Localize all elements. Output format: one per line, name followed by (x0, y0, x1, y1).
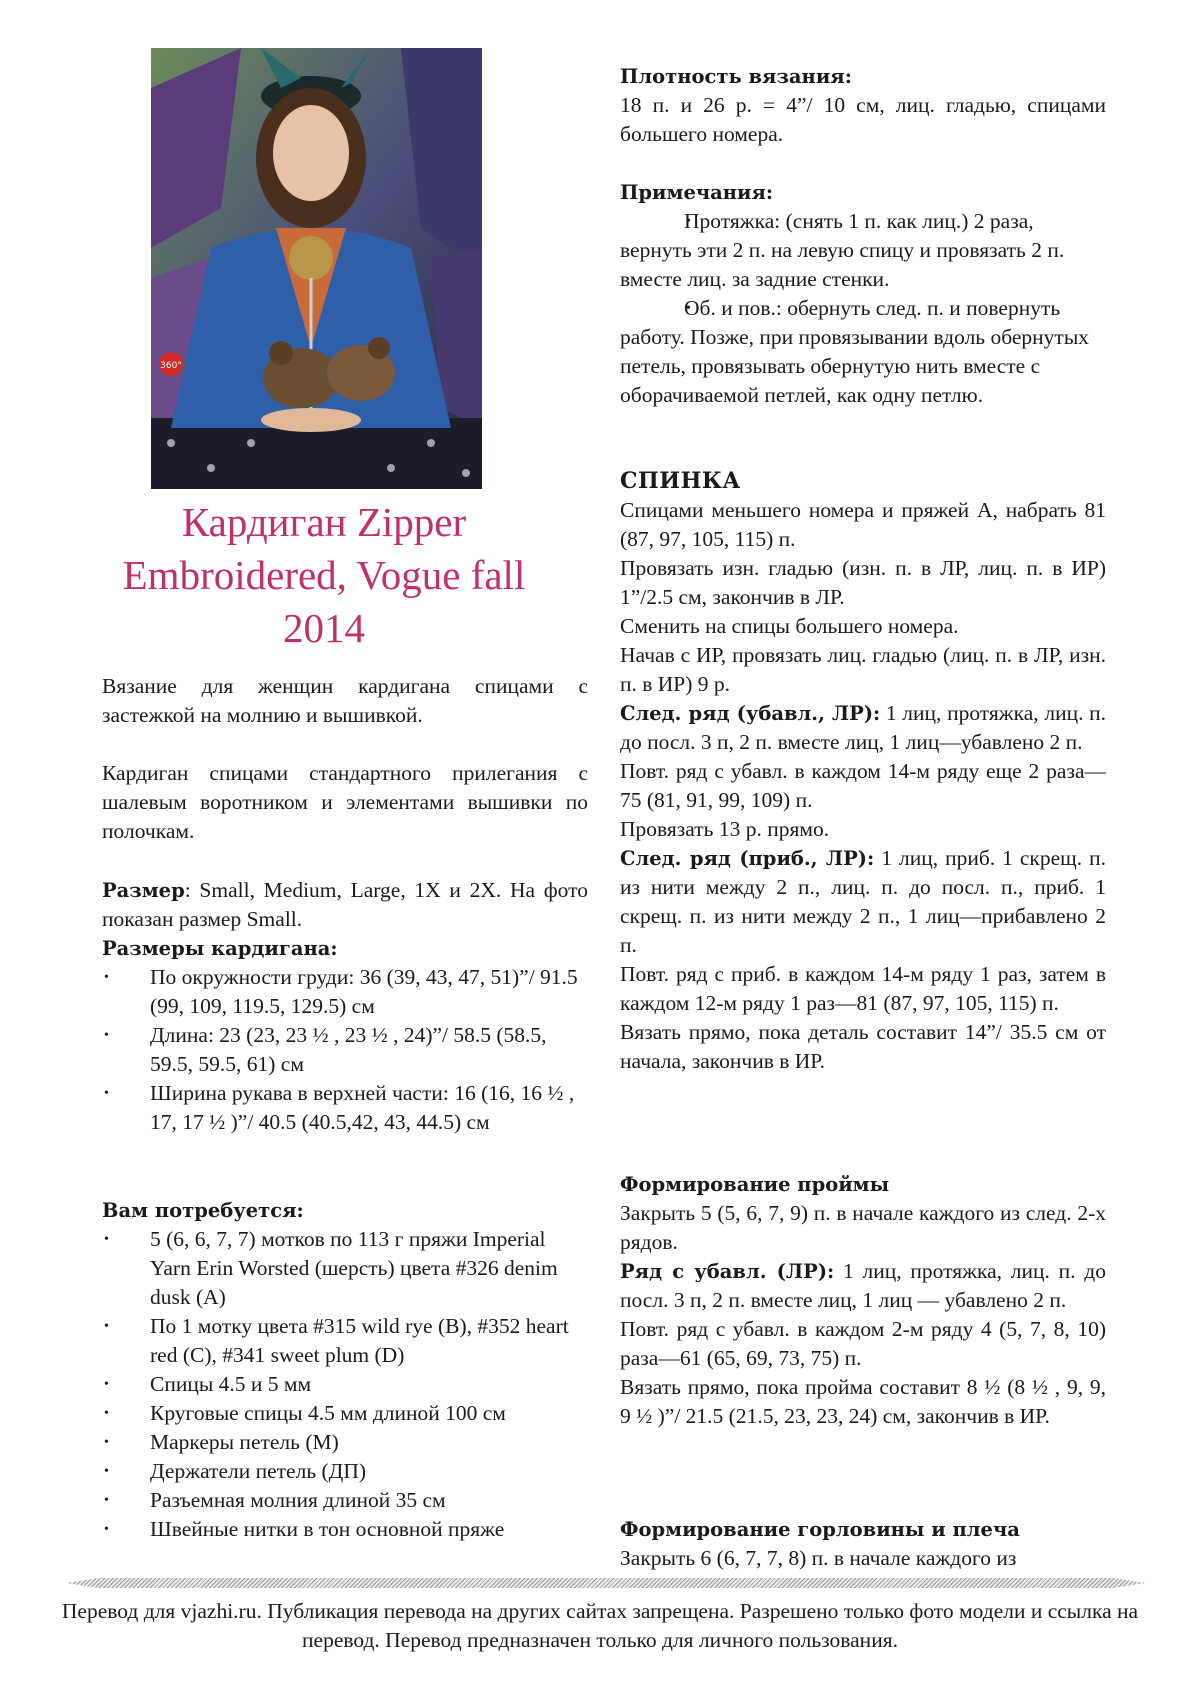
list-item: • Разъемная молния длиной 35 см (102, 1486, 588, 1515)
armhole-paragraph: Вязать прямо, пока пройма составит 8 ½ (8 ½ , 9, 9, 9 ½ )”/ 21.5 (21.5, 23, 23, 24) см, закончив в ИР. (620, 1375, 1106, 1428)
size-text: : Small, Medium, Large, 1X и 2X. На фото показан размер Small. (102, 878, 588, 931)
cover-photo-illustration (151, 48, 482, 489)
gauge-heading: Плотность вязания: (620, 65, 852, 88)
list-item: • Об. и пов.: обернуть след. п. и повернуть работу. Позже, при провязывании вдоль обернутых петель, провязывать обернутую нить вместе с оборачиваемой петлей, как одну петлю. (620, 294, 1106, 410)
list-item: • Спицы 4.5 и 5 мм (102, 1370, 588, 1399)
photo-badge: 360° (160, 361, 182, 371)
decrease-text: 1 лиц, протяжка, лиц. п. до посл. 3 п, 2 п. вместе лиц, 1 лиц—убавлено 2 п. (620, 701, 1106, 754)
armhole-paragraph: Повт. ряд с убавл. в каждом 2-м ряду 4 (5, 7, 8, 10) раза—61 (65, 69, 73, 75) п. (620, 1317, 1106, 1370)
notes-section (620, 178, 1106, 410)
increase-text: 1 лиц, приб. 1 скрещ. п. из нити между 2 п., лиц. п. до посл. п., приб. 1 скрещ. п. из нити между 2 п., 1 лиц—прибавлено 2 п. (620, 846, 1106, 957)
gauge-text: 18 п. и 26 р. = 4”/ 10 см, лиц. гладью, спицами большего номера. (620, 93, 1106, 146)
neck-section (620, 1515, 1106, 1573)
intro (102, 672, 588, 846)
materials-section (102, 1196, 588, 1544)
list-item: • 5 (6, 6, 7, 7) мотков по 113 г пряжи Imperial Yarn Erin Worsted (шерсть) цвета #326 denim dusk (A) (102, 1225, 588, 1312)
notes-heading: Примечания: (620, 181, 774, 204)
neck-heading: Формирование горловины и плеча (620, 1518, 1020, 1541)
list-item: • По окружности груди: 36 (39, 43, 47, 51)”/ 91.5 (99, 109, 119.5, 129.5) см (102, 963, 588, 1021)
back-decrease-row (620, 699, 1106, 757)
intro-paragraph: Вязание для женщин кардигана спицами с застежкой на молнию и вышивкой. (102, 674, 588, 727)
list-item: • Маркеры петель (М) (102, 1428, 588, 1457)
list-item: • Круговые спицы 4.5 мм длиной 100 см (102, 1399, 588, 1428)
list-item: • По 1 мотку цвета #315 wild rye (B), #352 heart red (C), #341 sweet plum (D) (102, 1312, 588, 1370)
materials-list (102, 1225, 588, 1544)
back-heading: СПИНКА (620, 468, 741, 494)
back-increase-row (620, 844, 1106, 960)
back-paragraph: Повт. ряд с убавл. в каждом 14-м ряду еще 2 раза—75 (81, 91, 99, 109) п. (620, 759, 1106, 812)
armhole-section (620, 1170, 1106, 1431)
notes-list (620, 207, 1106, 410)
materials-heading: Вам потребуется: (102, 1199, 304, 1222)
gauge-section (620, 62, 1106, 149)
back-paragraph: Повт. ряд с приб. в каждом 14-м ряду 1 раз, затем в каждом 12-м ряду 1 раз—81 (87, 97, 105, 115) п. (620, 962, 1106, 1015)
list-item: • Держатели петель (ДП) (102, 1457, 588, 1486)
cover-photo (151, 48, 482, 489)
back-section (620, 466, 1106, 1076)
page-title: Кардиган Zipper Embroidered, Vogue fall 2014 (122, 499, 526, 651)
footer-divider (66, 1578, 1146, 1588)
size-section (102, 876, 588, 1137)
back-paragraph: Начав с ИР, провязать лиц. гладью (лиц. п. в ЛР, изн. п. в ИР) 9 р. (620, 643, 1106, 696)
armhole-heading: Формирование проймы (620, 1173, 890, 1196)
measurements-heading: Размеры кардигана: (102, 937, 338, 960)
back-paragraph: Спицами меньшего номера и пряжей А, набрать 81 (87, 97, 105, 115) п. (620, 498, 1106, 551)
armhole-paragraph: Закрыть 5 (5, 6, 7, 9) п. в начале каждого из след. 2-х рядов. (620, 1201, 1106, 1254)
size-label: Размер (102, 879, 185, 902)
list-item: • Протяжка: (снять 1 п. как лиц.) 2 раза, вернуть эти 2 п. на левую спицу и провязать 2 п. вместе лиц. за задние стенки. (620, 207, 1106, 294)
list-item: • Длина: 23 (23, 23 ½ , 23 ½ , 24)”/ 58.5 (58.5, 59.5, 59.5, 61) см (102, 1021, 588, 1079)
list-item: • Ширина рукава в верхней части: 16 (16, 16 ½ , 17, 17 ½ )”/ 40.5 (40.5,42, 43, 44.5) см (102, 1079, 588, 1137)
increase-label: След. ряд (приб., ЛР): (620, 847, 875, 870)
footer-note: Перевод для vjazhi.ru. Публикация перевода на других сайтах запрещена. Разрешено только фото модели и ссылка на перевод. Перевод предназначен только для личного пользования. (61, 1599, 1139, 1652)
list-item: • Швейные нитки в тон основной пряже (102, 1515, 588, 1544)
decrease-label: След. ряд (убавл., ЛР): (620, 702, 881, 725)
measurements-list (102, 963, 588, 1137)
decrease-text: 1 лиц, протяжка, лиц. п. до посл. 3 п, 2 п. вместе лиц, 1 лиц — убавлено 2 п. (620, 1259, 1107, 1312)
intro-paragraph: Кардиган спицами стандартного прилегания с шалевым воротником и элементами вышивки по полочкам. (102, 761, 588, 843)
neck-paragraph: Закрыть 6 (6, 7, 7, 8) п. в начале каждого из (620, 1546, 1017, 1570)
back-paragraph: Провязать изн. гладью (изн. п. в ЛР, лиц. п. в ИР) 1”/2.5 см, закончив в ЛР. (620, 556, 1106, 609)
size-line (102, 876, 588, 934)
back-paragraph: Провязать 13 р. прямо. (620, 817, 830, 841)
back-paragraph: Вязать прямо, пока деталь составит 14”/ 35.5 см от начала, закончив в ИР. (620, 1020, 1106, 1073)
back-paragraph: Сменить на спицы большего номера. (620, 614, 959, 638)
decrease-label: Ряд с убавл. (ЛР): (620, 1260, 835, 1283)
armhole-decrease-row (620, 1257, 1106, 1315)
